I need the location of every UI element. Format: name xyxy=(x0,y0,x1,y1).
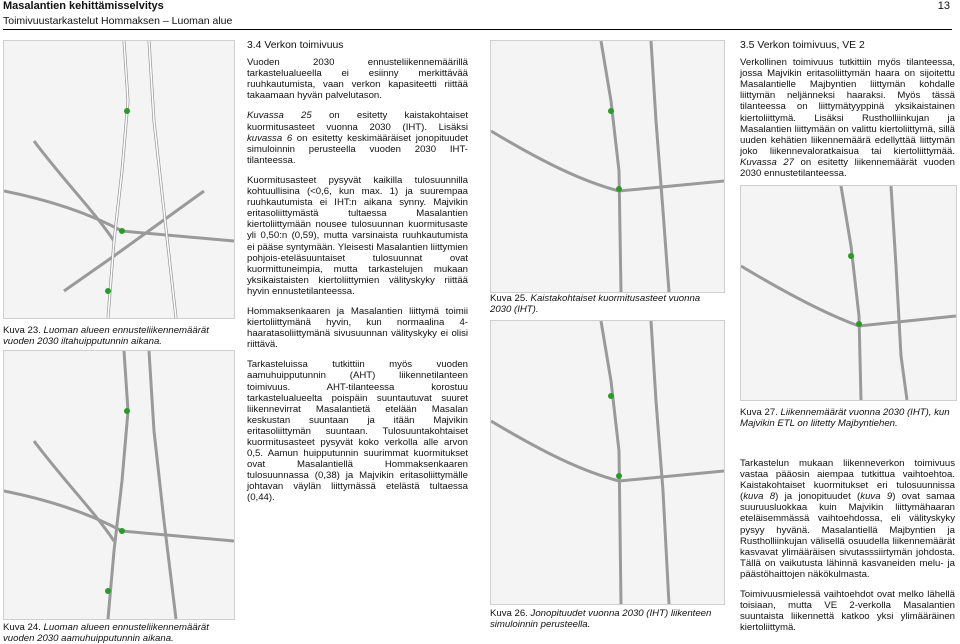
map-figure-24 xyxy=(3,350,235,620)
map-figure-27 xyxy=(740,185,957,401)
document-subtitle: Toimivuustarkastelut Hommaksen – Luoman alue xyxy=(3,15,233,27)
paragraph: Verkollinen toimivuus tutkittiin myös tilanteessa, jossa Majvikin eritasoliittymän haara on sijoitettu Masalantielle Majbyntien liittymän kohdalle liittymän neljänneksi haaraksi. Myös tässä tilanteessa on liittymätyyppinä yksikaistainen kiertoliittymä. Lisäksi Rustholliinkujan ja Masalantien liittymään on valittu kiertoliittymä, sillä uuden kehätien liikennemäärä edellyttää liittymän joko liikennevaloratkaisua tai kiertoliittymää. Kuvassa 27 on esitetty liikennemäärät vuoden 2030 ennustetilanteessa. xyxy=(740,57,956,180)
figure-caption-25: Kuva 25. Kaistakohtaiset kuormitusasteet vuonna 2030 (IHT). xyxy=(490,293,701,316)
section-3-5 xyxy=(740,40,955,188)
page-number: 13 xyxy=(937,0,950,12)
figure-caption-24: Kuva 24. Luoman alueen ennusteliikennemäärät vuoden 2030 aamuhuipputunnin aikana. xyxy=(3,622,209,644)
paragraph: Kuvassa 25 on esitetty kaistakohtaiset kuormitusasteet vuonna 2030 (IHT). Lisäksi kuvassa 6 on esitetty keskimääräiset jonopituudet simuloinnin perusteella vuoden 2030 IHT-tilanteessa. xyxy=(247,110,469,166)
road-network-map xyxy=(4,351,234,619)
paragraph: Vuoden 2030 ennusteliikennemäärillä tarkastelualueella ei esiinny merkittävää ruuhkautumista, vaan verkon kapasiteetti riittää takaamaan hyvän palvelutason. xyxy=(247,57,468,102)
map-figure-26 xyxy=(490,320,725,605)
road-network-map xyxy=(491,321,724,604)
section-3-4 xyxy=(247,40,468,513)
section-heading: 3.5 Verkon toimivuus, VE 2 xyxy=(740,40,865,51)
road-network-map xyxy=(4,41,234,318)
section-3-5-continued xyxy=(740,458,955,642)
map-figure-23 xyxy=(3,40,235,319)
figure-caption-27: Kuva 27. Liikennemäärät vuonna 2030 (IHT), kun Majvikin ETL on liitetty Majbyntiehen. xyxy=(740,407,950,430)
paragraph: Kuormitusasteet pysyvät kaikilla tulosuunnilla kohtuullisina (<0,6, kun max. 1) ja suurempaa ruuhkautumista ei IHT:n aikana synny. Majvikin eritasoliittymästä tultaessa Masalantien kiertoliittymään nousee tulosuunnan kuormitusaste yli 0,50:n (0,59), mutta varsinaista ruuhkautumista ei pääse syntymään. Yleisesti Masalantien liittymien pohjois-eteläsuuntaiset tulosuunnat ovat kuormittuneimpia, mutta tarkastelujen mukaan yksikaistaisten kiertoliittymien välityskyky riittää hyvin ennustetilanteessa. xyxy=(247,174,468,297)
paragraph: Tarkasteluissa tutkittiin myös vuoden aamuhuipputunnin (AHT) liikennetilanteen toimivuus. AHT-tilanteessa korostuu tarkastelualueelta poispäin suuntautuvat suuret liikennevirrat Masalantietä etelään Masalan keskustan suuntaan ja itään Majvikin eritasoliittymän suuntaan. Tulosuuntakohtaiset kuormitusasteet pysyvät koko verkolla alle arvon 0,5. Aamun huipputunnin suurimmat kuormitukset ovat Masalantiellä Hommaksenkaaren tulosuunnassa (0,38) ja Majvikin eritasoliittymälle johtavan väylän liittymässä etelästä tultaessa (0,44). xyxy=(247,359,468,504)
header-divider xyxy=(3,29,952,30)
document-title: Masalantien kehittämisselvitys xyxy=(3,0,164,12)
paragraph: Tarkastelun mukaan liikenneverkon toimivuus vastaa pääosin aiempaa tutkittua vaihtoehtoa. Kaistakohtaiset kuormitukset eri tulosuunnissa (kuva 8) ja jonopituudet (kuva 9) ovat samaa suuruusluokkaa kuin Majvikin liittymähaaran eteläisemmässä vaihtoehdossa, eli välityskyky pysyy hyvänä. Masalantiellä Majbyntien ja Rustholliinkujan välisellä osuudella liikennemäärät kasvavat ylimääräisen sivutasssiirtymän johdosta. Tällä on vaikutusta lähinnä kasvaneiden melu- ja päästöhaittojen näkökulmasta. xyxy=(740,458,955,580)
road-network-map xyxy=(491,41,724,292)
figure-caption-26: Kuva 26. Jonopituudet vuonna 2030 (IHT) liikenteen simuloinnin perusteella. xyxy=(490,608,712,631)
paragraph: Hommaksenkaaren ja Masalantien liittymä toimii kiertoliittymänä hyvin, kun normaalina 4-haaratasoliittymänä sivusuunnan välityskyky ei olisi riittävä. xyxy=(247,305,468,351)
paragraph: Toimivuusmielessä vaihtoehdot ovat melko lähellä toisiaan, mutta VE 2-verkolla Masalantien suuntaista liikennettä katkoo yksi ylimääräinen kiertoliittymä. xyxy=(740,589,955,634)
road-network-map xyxy=(741,186,956,400)
map-figure-25 xyxy=(490,40,725,293)
section-heading: 3.4 Verkon toimivuus xyxy=(247,40,344,51)
figure-caption-23: Kuva 23. Luoman alueen ennusteliikennemäärät vuoden 2030 iltahuipputunnin aikana. xyxy=(3,325,209,348)
